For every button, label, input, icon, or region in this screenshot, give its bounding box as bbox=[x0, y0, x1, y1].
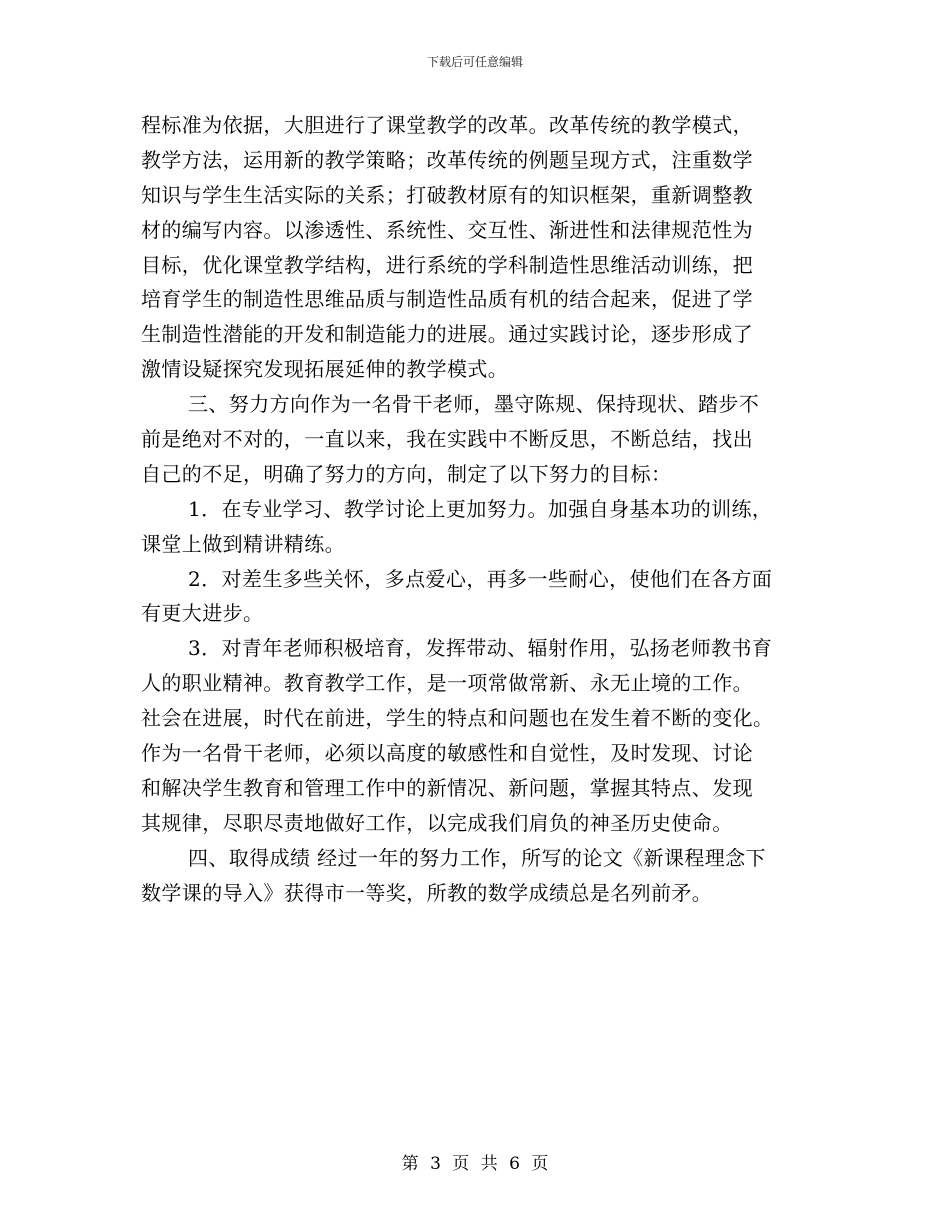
body-line: 材的编写内容。以渗透性、系统性、交互性、渐进性和法律规范性为 bbox=[141, 217, 753, 242]
body-line: 知识与学生生活实际的关系；打破教材原有的知识框架，重新调整教 bbox=[141, 182, 753, 207]
document-body bbox=[141, 108, 821, 910]
body-line: 自己的不足，明确了努力的方向，制定了以下努力的目标： bbox=[141, 461, 672, 486]
body-line: 激情设疑探究发现拓展延伸的教学模式。 bbox=[141, 357, 509, 382]
body-line: 作为一名骨干老师，必须以高度的敏感性和自觉性，及时发现、讨论 bbox=[141, 741, 753, 766]
page-header: 下载后可任意编辑 bbox=[426, 55, 523, 69]
body-line: 课堂上做到精讲精练。 bbox=[141, 531, 345, 556]
body-line: 和解决学生教育和管理工作中的新情况、新问题，掌握其特点、发现 bbox=[141, 775, 753, 800]
body-line: 教学方法，运用新的教学策略；改革传统的例题呈现方式，注重数学 bbox=[141, 147, 753, 172]
body-line: 前是绝对不对的，一直以来，我在实践中不断反思，不断总结，找出 bbox=[141, 427, 753, 452]
body-line: 生制造性潜能的开发和制造能力的进展。通过实践讨论，逐步形成了 bbox=[141, 322, 753, 347]
body-line: 数学课的导入》获得市一等奖，所教的数学成绩总是名列前矛。 bbox=[141, 880, 713, 905]
body-line: 程标准为依据，大胆进行了课堂教学的改革。改革传统的教学模式， bbox=[141, 113, 753, 137]
list-item-line: 1．在专业学习、教学讨论上更加努力。加强自身基本功的训练， bbox=[188, 496, 773, 521]
section-heading-line: 四、取得成绩 经过一年的努力工作，所写的论文《新课程理念下 bbox=[188, 845, 766, 870]
list-item-line: 3．对青年老师积极培育，发挥带动、辐射作用，弘扬老师教书育 bbox=[188, 636, 773, 661]
body-line: 其规律，尽职尽责地做好工作，以完成我们肩负的神圣历史使命。 bbox=[141, 810, 733, 835]
body-line: 有更大进步。 bbox=[141, 601, 264, 626]
body-line: 培育学生的制造性思维品质与制造性品质有机的结合起来，促进了学 bbox=[141, 287, 753, 312]
page-number: 第 3 页 共 6 页 bbox=[401, 1154, 549, 1174]
list-item-line: 2．对差生多些关怀，多点爱心，再多一些耐心，使他们在各方面 bbox=[188, 566, 773, 591]
body-line: 人的职业精神。教育教学工作，是一项常做常新、永无止境的工作。 bbox=[141, 671, 753, 696]
body-line: 目标，优化课堂教学结构，进行系统的学科制造性思维活动训练，把 bbox=[141, 252, 753, 277]
section-heading-line: 三、努力方向作为一名骨干老师，墨守陈规、保持现状、踏步不 bbox=[188, 392, 760, 417]
body-line: 社会在进展，时代在前进，学生的特点和问题也在发生着不断的变化。 bbox=[141, 706, 774, 731]
